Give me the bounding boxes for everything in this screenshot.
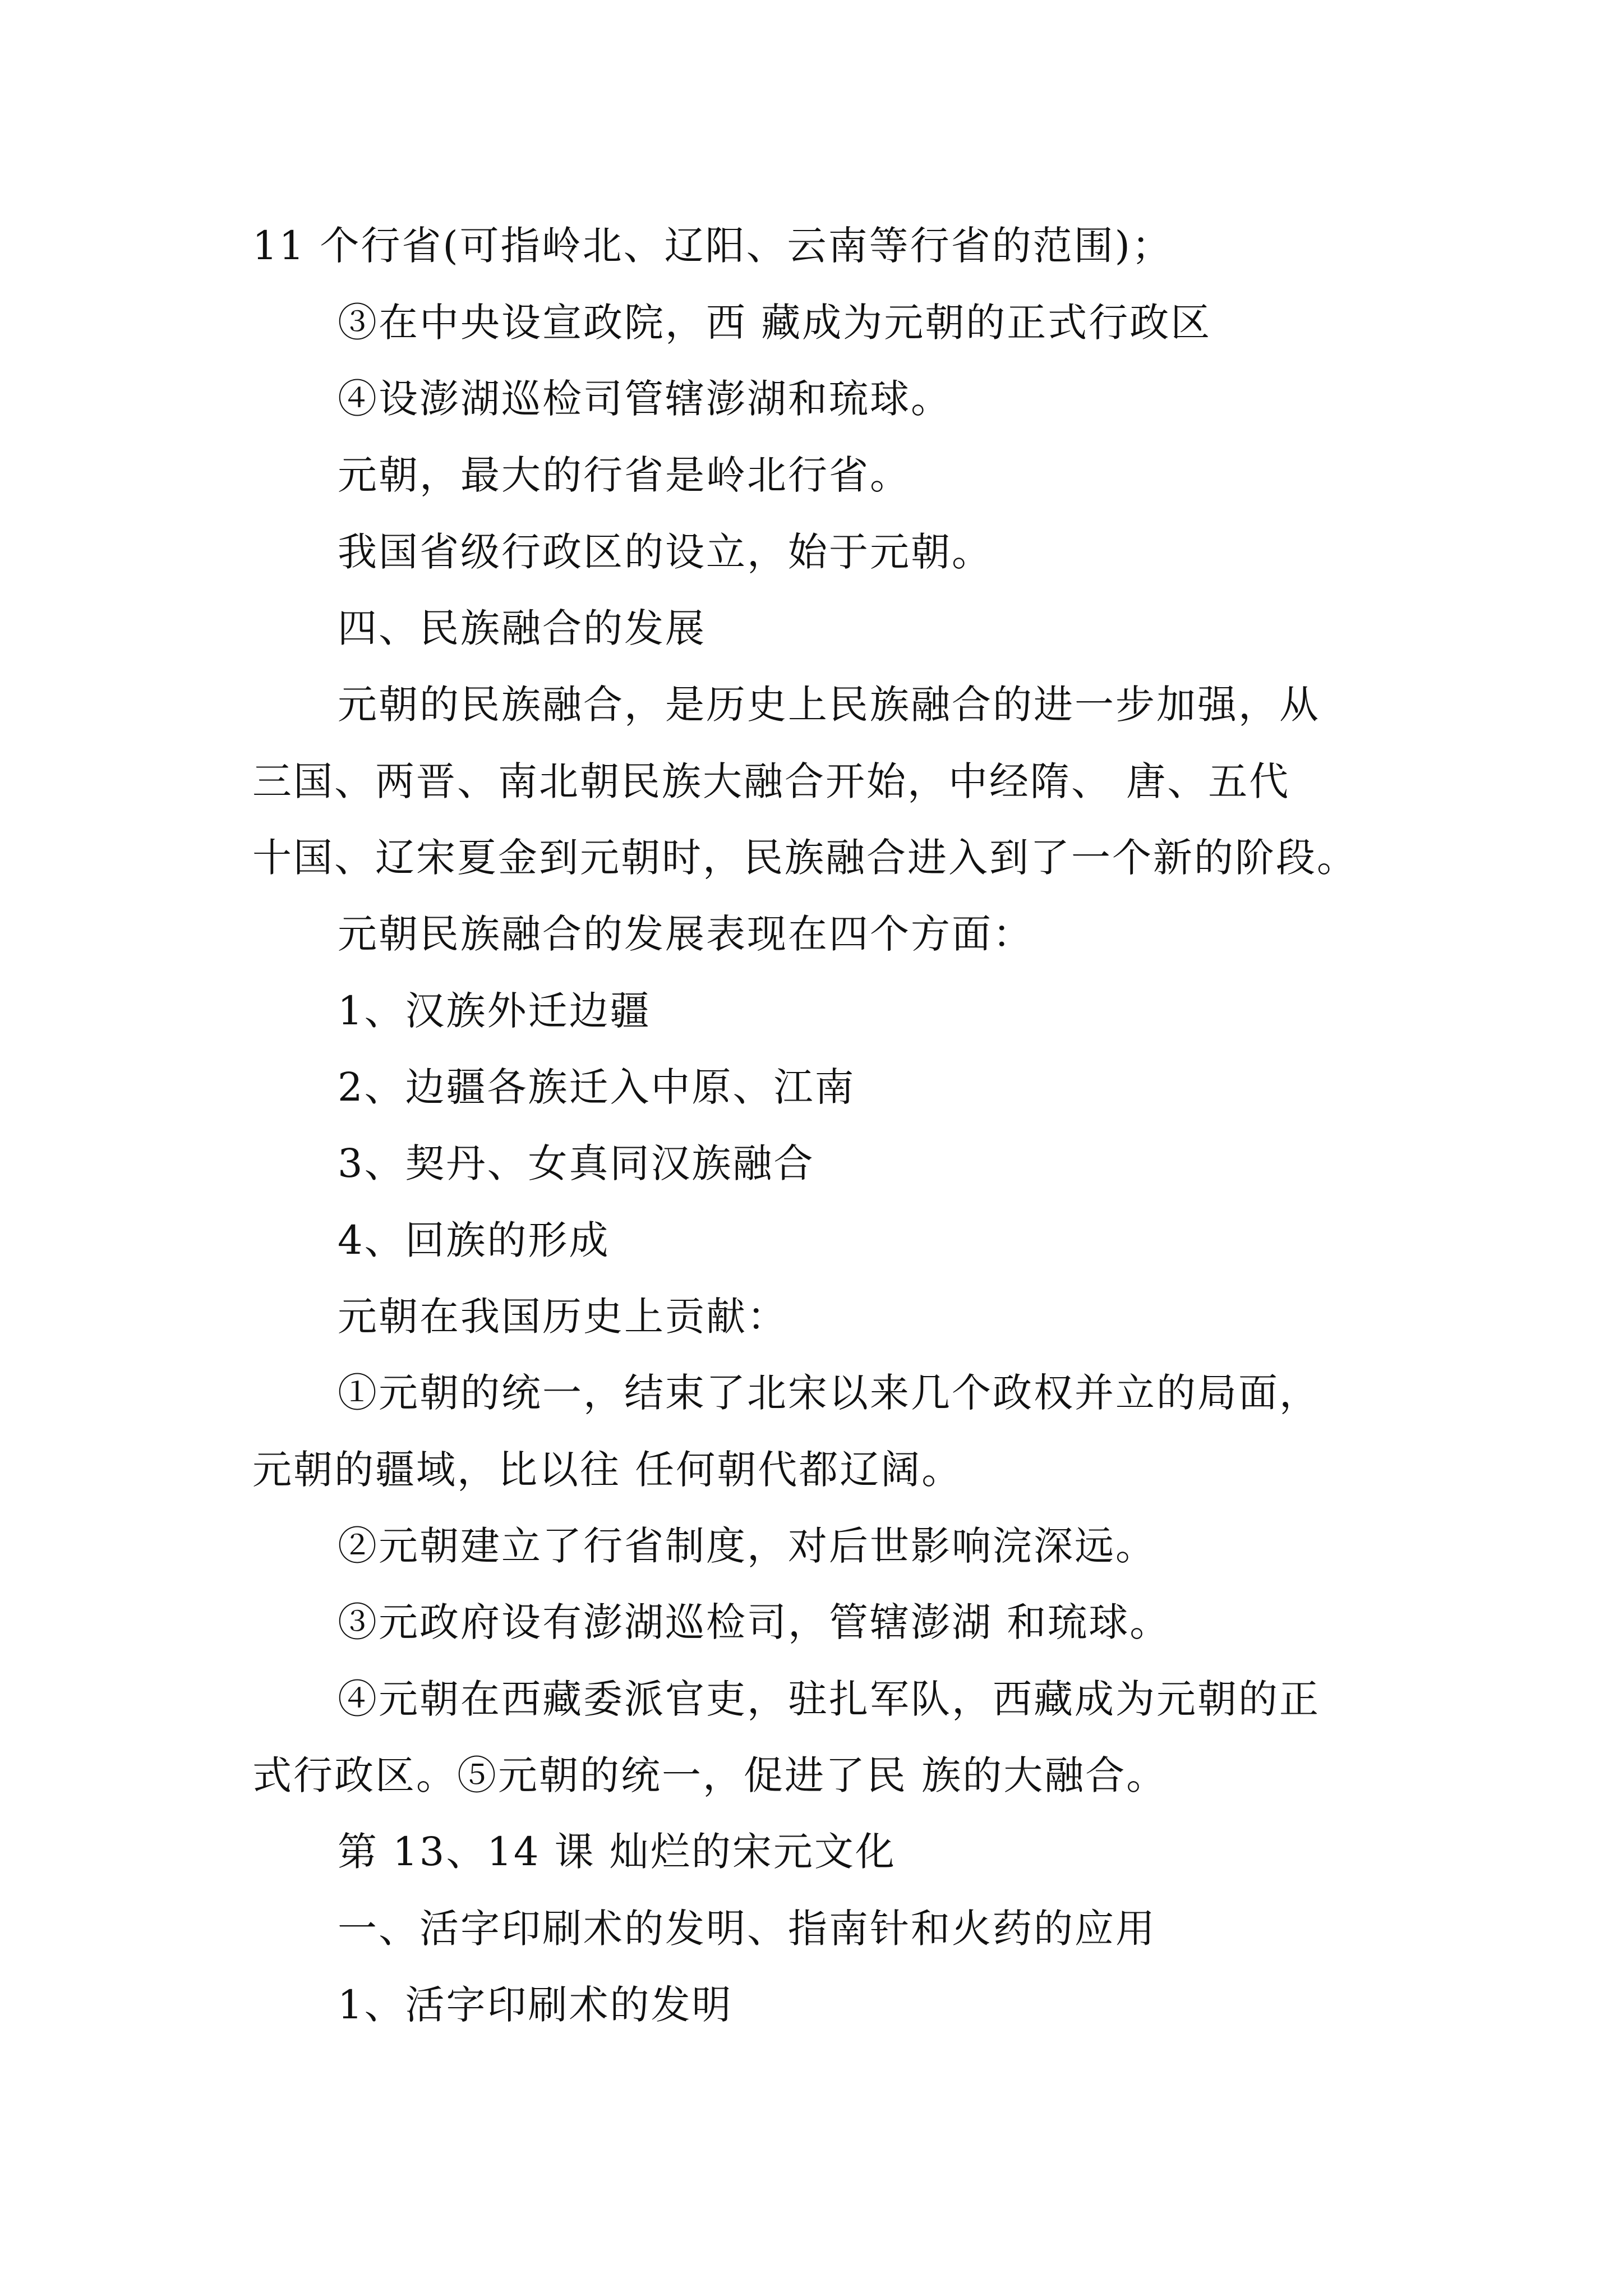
text-line: ③在中央设宣政院，西 藏成为元朝的正式行政区 [338, 300, 1212, 346]
text-line: ③元政府设有澎湖巡检司，管辖澎湖 和琉球。 [338, 1599, 1171, 1645]
subsection-heading: 1、活字印刷术的发明 [338, 1982, 733, 2028]
text-line: 元朝的疆域，比以往 任何朝代都辽阔。 [252, 1447, 963, 1493]
list-item: 3、契丹、女真同汉族融合 [338, 1140, 815, 1186]
text-line: 十国、辽宋夏金到元朝时，民族融合进入到了一个新的阶段。 [252, 835, 1358, 881]
text-line: ②元朝建立了行省制度，对后世影响浣深远。 [338, 1523, 1156, 1569]
section-heading: 四、民族融合的发展 [338, 605, 706, 651]
text-line: ④元朝在西藏委派官吏，驻扎军队，西藏成为元朝的正 [338, 1676, 1320, 1722]
text-line: ④设澎湖巡检司管辖澎湖和琉球。 [338, 376, 952, 422]
text-line: 式行政区。⑤元朝的统一，促进了民 族的大融合。 [252, 1752, 1168, 1798]
section-heading: 一、活字印刷术的发明、指南针和火药的应用 [338, 1906, 1156, 1952]
text-line: 元朝民族融合的发展表现在四个方面： [338, 911, 1034, 957]
list-item: 2、边疆各族迁入中原、江南 [338, 1064, 856, 1110]
text-line: ①元朝的统一，结束了北宋以来几个政权并立的局面， [338, 1370, 1320, 1416]
text-line: 三国、两晋、南北朝民族大融合开始，中经隋、 唐、五代 [252, 758, 1290, 804]
list-item: 1、汉族外迁边疆 [338, 988, 651, 1034]
text-line: 元朝的民族融合，是历史上民族融合的进一步加强，从 [338, 682, 1320, 728]
list-item: 4、回族的形成 [338, 1217, 610, 1263]
text-line: 元朝，最大的行省是岭北行省。 [338, 452, 911, 498]
lesson-heading: 第 13、14 课 灿烂的宋元文化 [338, 1829, 896, 1875]
text-line: 我国省级行政区的设立，始于元朝。 [338, 529, 993, 575]
text-line: 11 个行省(可指岭北、辽阳、云南等行省的范围)； [252, 223, 1173, 269]
text-line: 元朝在我国历史上贡献： [338, 1294, 788, 1340]
